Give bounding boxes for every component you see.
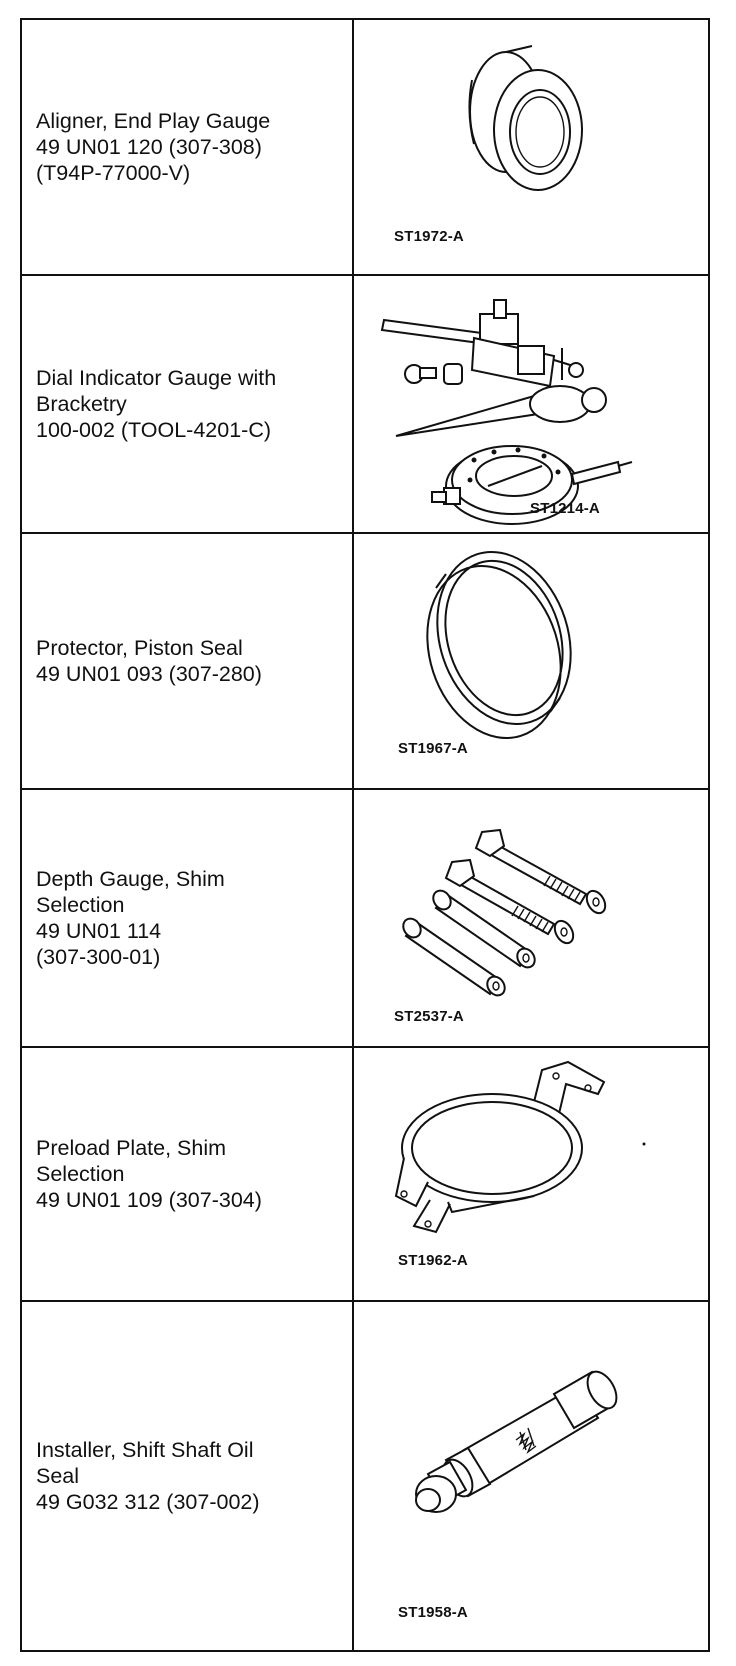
tool-description-cell xyxy=(22,20,354,274)
tool-image-code: ST2537-A xyxy=(394,1008,464,1025)
tool-part-number: 49 UN01 093 (307-280) xyxy=(36,662,262,686)
tool-row xyxy=(22,790,708,1048)
tool-name: Aligner, End Play Gauge xyxy=(36,109,271,133)
tool-row xyxy=(22,20,708,276)
tool-image-code: ST1972-A xyxy=(394,228,464,245)
tool-name-continued: Selection xyxy=(36,1162,125,1186)
tool-image-code: ST1967-A xyxy=(398,740,468,757)
tool-image-cell xyxy=(354,20,708,274)
tool-name-continued: Selection xyxy=(36,893,125,917)
tool-description-cell xyxy=(22,534,354,788)
tool-part-number: 49 UN01 120 (307-308) xyxy=(36,135,262,159)
tool-row xyxy=(22,1302,708,1650)
tool-part-number: 49 G032 312 (307-002) xyxy=(36,1490,260,1514)
tool-name: Depth Gauge, Shim xyxy=(36,867,225,891)
tool-row xyxy=(22,276,708,534)
special-tools-table xyxy=(20,18,710,1652)
tool-image-code: ST1958-A xyxy=(398,1604,468,1621)
tool-image-cell xyxy=(354,534,708,788)
tool-image-code: ST1214-A xyxy=(530,500,600,517)
dial-indicator-illustration xyxy=(354,276,710,532)
tool-image-code: ST1962-A xyxy=(398,1252,468,1269)
tool-part-number-alt: (307-300-01) xyxy=(36,945,161,969)
tool-part-number: 100-002 (TOOL-4201-C) xyxy=(36,418,272,442)
seal-installer-illustration xyxy=(354,1302,710,1648)
tool-name-continued: Seal xyxy=(36,1464,80,1488)
tool-name: Protector, Piston Seal xyxy=(36,636,243,660)
tool-part-number: 49 UN01 114 xyxy=(36,919,162,943)
tool-description-cell xyxy=(22,790,354,1046)
tool-image-cell xyxy=(354,1302,708,1650)
tool-part-number: 49 UN01 109 (307-304) xyxy=(36,1188,262,1212)
tool-name: Preload Plate, Shim xyxy=(36,1136,227,1160)
tool-image-cell xyxy=(354,276,708,532)
tool-row xyxy=(22,1048,708,1302)
tool-name: Installer, Shift Shaft Oil xyxy=(36,1438,254,1462)
tool-description-cell xyxy=(22,1048,354,1300)
tool-description-cell xyxy=(22,276,354,532)
tool-image-cell xyxy=(354,790,708,1046)
tool-image-cell xyxy=(354,1048,708,1300)
tool-part-number-alt: (T94P-77000-V) xyxy=(36,161,191,185)
tool-name: Dial Indicator Gauge with xyxy=(36,366,277,390)
tool-row xyxy=(22,534,708,790)
tool-name-continued: Bracketry xyxy=(36,392,127,416)
tool-description-cell xyxy=(22,1302,354,1650)
